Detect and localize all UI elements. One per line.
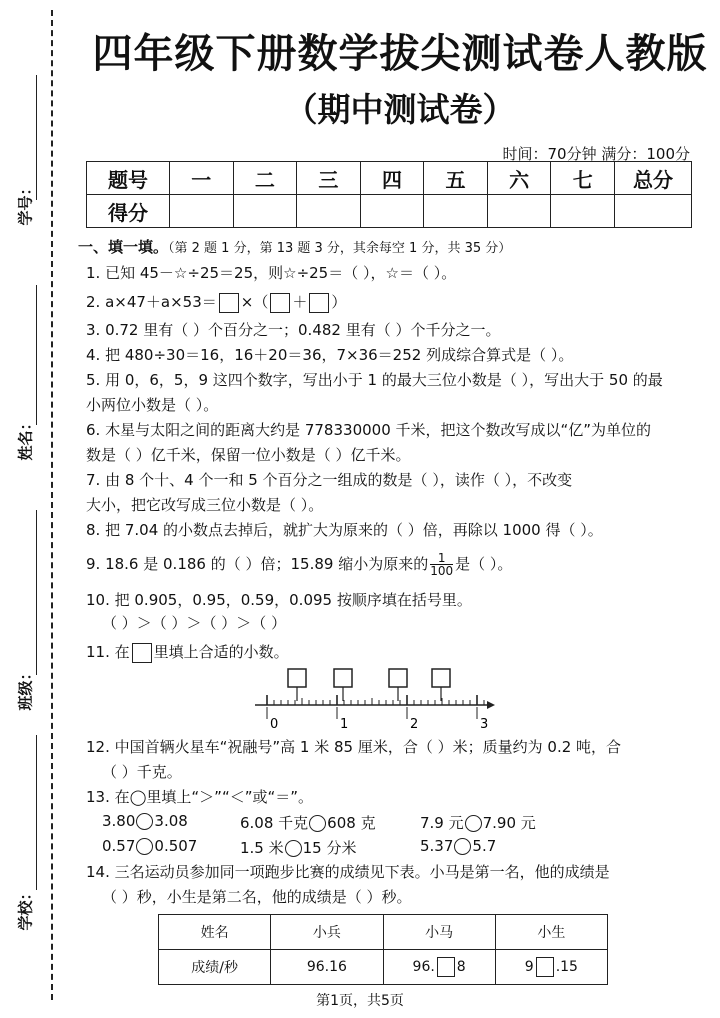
score-cell[interactable] [297,195,361,228]
name-label: 姓名： [16,415,35,461]
answer-box[interactable] [389,669,407,687]
compare-left: 6.08 千克 [240,814,309,832]
score-header-cell: 七 [551,162,615,195]
question-10-line1: 10. 把 0.905，0.95，0.59，0.095 按顺序填在括号里。 [86,591,472,609]
question-5-line1: 5. 用 0，6，5，9 这四个数字，写出小于 1 的最大三位小数是（ ），写出大于 50 的最 [86,371,663,389]
results-header-cell: 姓名 [159,915,271,950]
time-score-info: 时间：70分钟 满分：100分 [502,145,690,163]
compare-circle[interactable] [136,838,153,855]
question-6-line1: 6. 木星与太阳之间的距离大约是 778330000 千米，把这个数改写成以“亿”为单位的 [86,421,652,439]
number-line-label: 3 [480,717,489,732]
compare-item [240,837,356,858]
student-id-line [36,75,37,200]
compare-right: 5.7 [472,837,497,855]
answer-box [132,643,152,663]
question-7-line2: 大小，把它改写成三位小数是（ ）。 [86,496,324,514]
compare-left: 5.37 [420,837,454,855]
compare-item [420,837,496,855]
answer-box[interactable] [309,293,329,313]
page-number: 第1页，共5页 [316,993,404,1009]
xiaosheng-time [495,950,607,985]
compare-left: 7.9 元 [420,814,464,832]
compare-right: 608 克 [327,814,376,832]
question-8: 8. 把 7.04 的小数点去掉后，就扩大为原来的（ ）倍，再除以 1000 得（ ）。 [86,521,603,539]
answer-box[interactable] [219,293,239,313]
answer-box[interactable] [334,669,352,687]
answer-box[interactable] [432,669,450,687]
question-1: 1. 已知 45－☆÷25＝25，则☆÷25＝（ ），☆＝（ ）。 [86,264,457,282]
digit-box[interactable] [536,957,554,977]
score-cell[interactable] [487,195,551,228]
xiaobing-time: 96.16 [271,950,383,985]
section-heading [78,237,511,259]
compare-circle[interactable] [136,813,153,830]
fraction-denominator: 100 [430,564,454,578]
score-cell[interactable] [424,195,488,228]
time-part: 9 [524,959,534,975]
compare-item [102,837,197,855]
cut-line [51,10,53,1000]
score-table [86,161,692,228]
compare-circle[interactable] [454,838,471,855]
results-header-cell: 小兵 [271,915,383,950]
exam-title: 四年级下册数学拔尖测试卷人教版 [92,30,708,77]
time-part: 8 [456,959,466,975]
score-header-cell: 四 [360,162,424,195]
results-header-cell: 小生 [495,915,607,950]
results-header-cell: 小马 [383,915,495,950]
compare-left: 3.80 [102,812,136,830]
name-line [36,285,37,425]
compare-circle[interactable] [285,840,302,857]
compare-item [240,812,376,833]
time-part: 96. [412,959,435,975]
results-row-label: 成绩/秒 [159,950,271,985]
question-9-text: 是（ ）。 [455,555,513,573]
section-note: （第 2 题 1 分，第 13 题 3 分，其余每空 1 分，共 35 分） [168,241,512,256]
score-value-row [87,195,692,228]
school-label: 学校： [16,885,35,931]
score-header-cell: 三 [297,162,361,195]
number-line [255,665,495,735]
question-11-text: 里填上合适的小数。 [153,643,289,661]
score-cell[interactable] [233,195,297,228]
student-id-label: 学号： [16,180,35,226]
number-line-labels [267,707,488,732]
question-13: 13. 在◯里填上“＞”“＜”或“＝”。 [86,788,314,806]
answer-box[interactable] [288,669,306,687]
class-label: 班级： [16,665,35,711]
question-9-text: 9. 18.6 是 0.186 的（ ）倍；15.89 缩小为原来的 [86,555,429,573]
fraction-numerator: 1 [430,552,453,565]
exam-subtitle: （期中测试卷） [284,90,516,129]
xiaoma-time [383,950,495,985]
compare-left: 1.5 米 [240,839,284,857]
school-line [36,735,37,890]
question-11 [86,642,289,663]
results-table [158,914,608,985]
score-header-cell: 题号 [87,162,170,195]
answer-box[interactable] [270,293,290,313]
compare-item [102,812,188,830]
compare-right: 7.90 元 [482,814,536,832]
score-header-cell: 总分 [615,162,692,195]
number-line-ticks [267,695,484,705]
question-11-text: 11. 在 [86,643,130,661]
compare-right: 3.08 [154,812,188,830]
score-header-cell: 一 [170,162,234,195]
score-cell[interactable] [615,195,692,228]
question-2-text: 2. a×47＋a×53＝ [86,293,217,311]
question-10-line2: （ ）＞（ ）＞（ ）＞（ ） [102,614,287,632]
compare-right: 0.507 [154,837,198,855]
question-6-line2: 数是（ ）亿千米，保留一位小数是（ ）亿千米。 [86,446,411,464]
question-7-line1: 7. 由 8 个十、4 个一和 5 个百分之一组成的数是（ ），读作（ ），不改变 [86,471,573,489]
question-2-text: ×（ [240,293,269,311]
score-header-cell: 二 [233,162,297,195]
score-row-label: 得分 [87,195,170,228]
number-line-label: 0 [270,717,279,732]
score-cell[interactable] [551,195,615,228]
score-header-cell: 六 [487,162,551,195]
number-line-label: 2 [410,717,419,732]
question-14-line2: （ ）秒，小生是第二名，他的成绩是（ ）秒。 [102,888,412,906]
section-title: 一、填一填。 [78,238,169,256]
question-5-line2: 小两位小数是（ ）。 [86,396,219,414]
results-value-row [159,950,608,985]
compare-right: 15 分米 [302,839,357,857]
time-part: .15 [555,959,578,975]
number-line-label: 1 [340,717,349,732]
score-header-row [87,162,692,195]
fraction [430,552,453,577]
question-12-line1: 12. 中国首辆火星车“祝融号”高 1 米 85 厘米，合（ ）米；质量约为 0.2 吨，合 [86,738,622,756]
question-2-text: ） [331,293,347,311]
digit-box[interactable] [437,957,455,977]
question-3: 3. 0.72 里有（ ）个百分之一；0.482 里有（ ）个千分之一。 [86,321,501,339]
binding-margin [0,0,60,1018]
question-14-line1: 14. 三名运动员参加同一项跑步比赛的成绩见下表。小马是第一名，他的成绩是 [86,863,610,881]
score-cell[interactable] [170,195,234,228]
compare-left: 0.57 [102,837,136,855]
number-line-arrow [487,701,495,709]
compare-item [420,812,536,833]
compare-circle[interactable] [309,815,326,832]
question-4: 4. 把 480÷30＝16，16＋20＝36，7×36＝252 列成综合算式是（ ）。 [86,346,574,364]
results-header-row [159,915,608,950]
question-9 [86,552,512,577]
question-2 [86,292,346,313]
score-header-cell: 五 [424,162,488,195]
question-2-text: ＋ [292,293,308,311]
score-cell[interactable] [360,195,424,228]
number-line-boxes [288,669,450,701]
class-line [36,510,37,675]
compare-circle[interactable] [465,815,482,832]
question-12-line2: （ ）千克。 [102,763,182,781]
